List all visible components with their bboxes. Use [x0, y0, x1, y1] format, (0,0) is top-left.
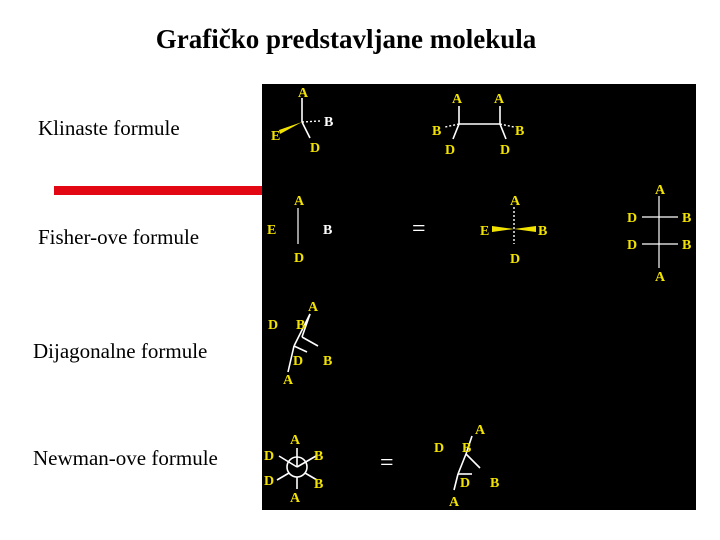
- atom-b: B: [323, 223, 333, 238]
- atom-a-top: A: [290, 433, 301, 448]
- atom-d-top: D: [264, 449, 275, 464]
- atom-d-top: D: [627, 211, 638, 226]
- accent-bar: [54, 186, 266, 195]
- atom-a-top: A: [475, 423, 486, 438]
- structures-canvas: [262, 84, 696, 510]
- atom-a-right: A: [494, 92, 505, 107]
- newman-formula: [264, 433, 323, 506]
- wedge-bond: [492, 226, 514, 232]
- atom-b-bottom: B: [323, 354, 333, 369]
- wedge-bond: [514, 226, 536, 232]
- atom-d-bottom: D: [627, 238, 638, 253]
- diagonal-formula: [268, 300, 332, 388]
- atom-d-top: D: [268, 318, 279, 333]
- atom-a: A: [294, 194, 305, 209]
- atom-b-left: B: [432, 124, 442, 139]
- bond: [500, 124, 506, 139]
- bond: [302, 337, 318, 346]
- atom-a-bottom: A: [655, 270, 666, 285]
- atom-a-bottom: A: [449, 495, 460, 510]
- atom-d: D: [510, 252, 521, 267]
- bond: [453, 124, 459, 139]
- bond: [466, 454, 480, 468]
- atom-d-right: D: [500, 143, 511, 158]
- atom-e: E: [267, 223, 277, 238]
- bond: [277, 473, 289, 480]
- atom-d-bottom: D: [264, 474, 275, 489]
- atom-b-top: B: [462, 441, 472, 456]
- fischer-formula-3: [627, 183, 691, 285]
- bond: [294, 346, 307, 352]
- fischer-formula-1: [267, 194, 332, 266]
- atom-a-top: A: [308, 300, 319, 315]
- structures-panel: [262, 84, 696, 510]
- atom-b-bottom: B: [314, 477, 324, 492]
- atom-d-top: D: [434, 441, 445, 456]
- atom-b: B: [324, 115, 334, 130]
- wedge-formula-1: [271, 86, 333, 156]
- atom-d-bottom: D: [293, 354, 304, 369]
- atom-b-top: B: [314, 449, 324, 464]
- atom-a: A: [510, 194, 521, 209]
- label-wedge-formulas: Klinaste formule: [38, 116, 180, 140]
- atom-d: D: [310, 141, 321, 156]
- dash-bond: [302, 121, 320, 122]
- dash-bond: [500, 124, 514, 127]
- atom-a-bottom: A: [283, 373, 294, 388]
- atom-b-right: B: [515, 124, 525, 139]
- bond: [302, 122, 310, 138]
- atom-b-top: B: [296, 318, 306, 333]
- bond: [458, 454, 466, 474]
- atom-b-bottom: B: [682, 238, 692, 253]
- bond: [454, 474, 458, 490]
- atom-a: A: [298, 86, 309, 101]
- equals-sign-fischer: =: [412, 216, 426, 242]
- atom-a-bottom: A: [290, 491, 301, 506]
- equals-sign-newman: =: [380, 450, 394, 476]
- atom-a-top: A: [655, 183, 666, 198]
- newman-formula-2: [434, 423, 499, 510]
- wedge-bond: [279, 122, 302, 134]
- slide-title: Grafičko predstavljane molekula: [155, 24, 537, 54]
- atom-e: E: [480, 224, 490, 239]
- atom-d-bottom: D: [460, 476, 471, 491]
- dash-bond: [445, 124, 459, 127]
- atom-e: E: [271, 129, 281, 144]
- wedge-formula-2: [432, 92, 524, 158]
- atom-d-left: D: [445, 143, 456, 158]
- atom-b-bottom: B: [490, 476, 500, 491]
- label-newman-formulas: Newman-ove formule: [33, 446, 218, 470]
- atom-b-top: B: [682, 211, 692, 226]
- atom-a-left: A: [452, 92, 463, 107]
- atom-b: B: [538, 224, 548, 239]
- fischer-formula-2: [480, 194, 547, 267]
- label-diagonal-formulas: Dijagonalne formule: [33, 339, 208, 363]
- atom-d: D: [294, 251, 305, 266]
- label-fischer-formulas: Fisher-ove formule: [38, 225, 200, 249]
